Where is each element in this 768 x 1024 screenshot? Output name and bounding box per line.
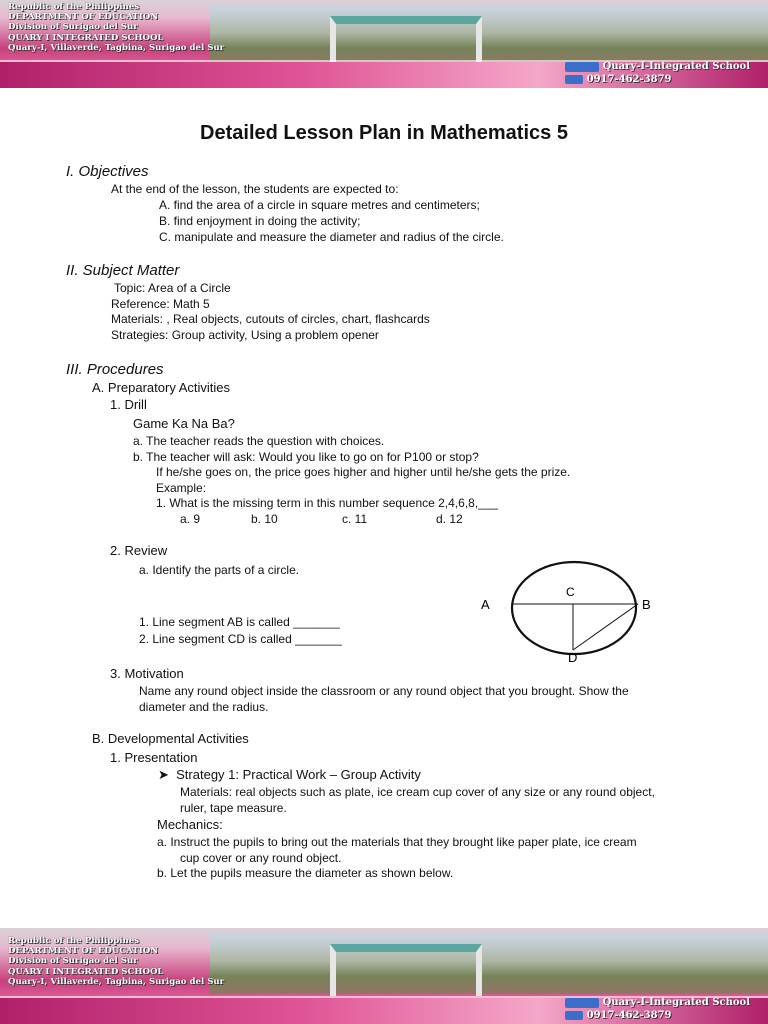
page-title: Detailed Lesson Plan in Mathematics 5 [200,122,568,144]
choice: a. 9 [180,512,201,526]
school-photo [210,934,768,994]
procedures-heading: III. Procedures [66,361,164,378]
objectives-intro: At the end of the lesson, the students are expected to: [111,182,399,196]
drill-item: a. The teacher reads the question with choices. [133,434,385,448]
subject-matter-heading: II. Subject Matter [66,262,180,279]
arrow-bullet-icon: ➤ [158,767,169,782]
school-gate-graphic [330,944,482,996]
prep-heading: A. Preparatory Activities [92,380,230,395]
example-label: Example: [156,481,207,495]
label-b: B [642,597,651,612]
facebook-icon [565,62,599,72]
phone-icon [565,1011,583,1020]
drill-heading: 1. Drill [110,397,147,412]
review-question: 2. Line segment CD is called _______ [139,632,342,646]
materials-text: Materials: real objects such as plate, ice cream cup cover of any size or any round object, [180,785,655,799]
subject-item: Reference: Math 5 [111,297,210,311]
phone-icon [565,75,583,84]
objective-item: C. manipulate and measure the diameter and radius of the circle. [159,230,504,244]
motivation-text: Name any round object inside the classroom or any round object that you brought. Show the [139,684,629,698]
materials-text: ruler, tape measure. [180,801,287,815]
facebook-icon [565,998,599,1008]
drill-item: b. The teacher will ask: Would you like to go on for P100 or stop? [133,450,479,464]
objective-item: B. find enjoyment in doing the activity; [159,214,361,228]
mechanics-item: a. Instruct the pupils to bring out the materials that they brought like paper plate, ice cream [157,835,637,849]
strategy-line: ➤ Strategy 1: Practical Work – Group Activity [158,767,421,782]
subject-item: Topic: Area of a Circle [114,281,231,295]
chord-db [573,604,638,650]
motivation-text: diameter and the radius. [139,700,269,714]
choice: b. 10 [251,512,278,526]
motivation-heading: 3. Motivation [110,666,184,681]
game-title: Game Ka Na Ba? [133,416,235,431]
mechanics-item-cont: cup cover or any round object. [180,851,342,865]
circle-diagram [476,556,666,671]
review-question: 1. Line segment AB is called _______ [139,615,340,629]
header-text: Republic of the Philippines DEPARTMENT OF EDUCATION Division of Surigao del Sur QUARY I INTEGRATED SCHOOL Quary-I, Villaverde, Tagbina, Surigao del Sur [8,2,225,53]
presentation-heading: 1. Presentation [110,750,198,765]
objectives-heading: I. Objectives [66,163,149,180]
contact-info: Quary-I-Integrated School 0917-462-3879 [565,996,750,1022]
choice: d. 12 [436,512,463,526]
review-heading: 2. Review [110,543,168,558]
subject-item: Materials: , Real objects, cutouts of circles, chart, flashcards [111,312,430,326]
header-banner [0,0,768,88]
label-d: D [568,650,578,665]
footer-banner [0,928,768,1024]
drill-item-cont: If he/she goes on, the price goes higher and higher until he/she gets the prize. [156,465,571,479]
circle-outline [512,562,636,654]
mechanics-label: Mechanics: [157,817,223,832]
footer-text: Republic of the Philippines DEPARTMENT OF EDUCATION Division of Surigao del Sur QUARY I INTEGRATED SCHOOL Quary-I, Villaverde, Tagbina, Surigao del Sur [8,936,225,987]
developmental-heading: B. Developmental Activities [92,731,249,746]
mechanics-item: b. Let the pupils measure the diameter as shown below. [157,866,454,880]
objective-item: A. find the area of a circle in square metres and centimeters; [159,198,480,212]
label-a: A [481,597,490,612]
example-question: 1. What is the missing term in this number sequence 2,4,6,8,___ [156,496,499,510]
contact-info: Quary-I-Integrated School 0917-462-3879 [565,60,750,86]
school-photo [210,6,768,66]
choice: c. 11 [342,512,368,526]
label-c: C [566,585,575,599]
subject-item: Strategies: Group activity, Using a problem opener [111,328,379,342]
review-item: a. Identify the parts of a circle. [139,563,300,577]
